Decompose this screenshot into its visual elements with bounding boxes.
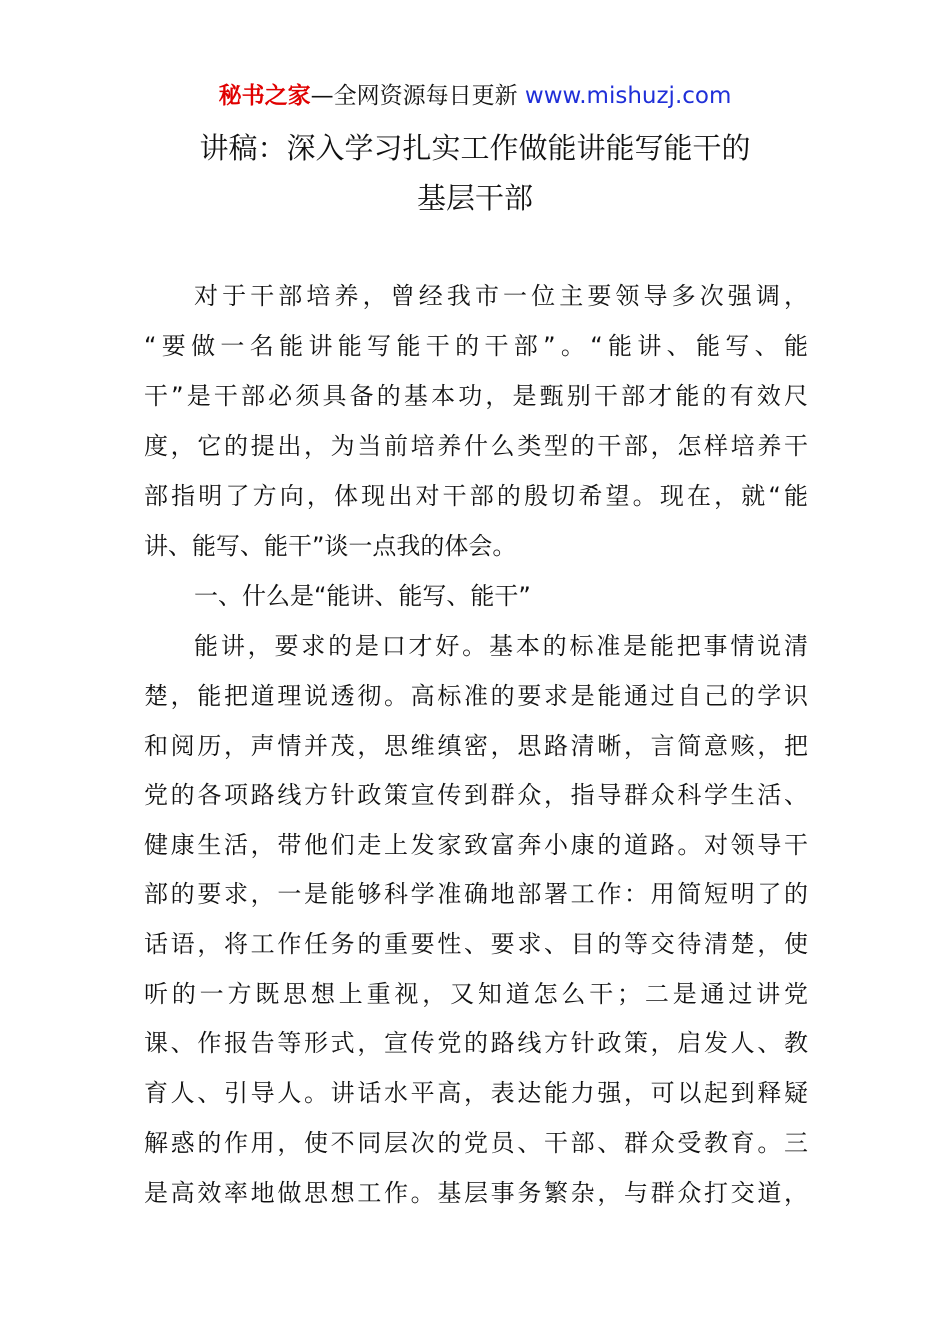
paragraph-line: 育人、引导人。讲话水平高，表达能力强，可以起到释疑 [144,1079,808,1107]
document-title-line-2: 基层干部 [416,181,533,215]
paragraph-line: 部指明了方向，体现出对干部的殷切希望。现在，就“能 [144,482,808,510]
paragraph-line: 解惑的作用，使不同层次的党员、干部、群众受教育。三 [144,1129,808,1157]
paragraph-line: 干”是干部必须具备的基本功，是甄别干部才能的有效尺 [144,382,808,410]
paragraph-line: 听的一方既思想上重视，又知道怎么干；二是通过讲党 [144,980,808,1008]
paragraph-line: 话语，将工作任务的重要性、要求、目的等交待清楚，使 [144,930,808,958]
paragraph-line: 是高效率地做思想工作。基层事务繁杂，与群众打交道， [144,1179,808,1207]
paragraph-line: 课、作报告等形式，宣传党的路线方针政策，启发人、教 [144,1029,808,1057]
paragraph-line: 度，它的提出，为当前培养什么类型的干部，怎样培养干 [144,432,808,460]
document-title-line-1: 讲稿：深入学习扎实工作做能讲能写能干的 [199,131,751,165]
paragraph-line: 和阅历，声情并茂，思维缜密，思路清晰，言简意赅，把 [144,732,808,760]
paragraph-line: 楚，能把道理说透彻。高标准的要求是能通过自己的学识 [144,682,808,710]
paragraph-line: 部的要求，一是能够科学准确地部署工作：用简短明了的 [144,880,808,908]
section-heading: 一、什么是“能讲、能写、能干” [194,582,531,610]
paragraph-line: “要做一名能讲能写能干的干部”。“能讲、能写、能 [144,332,808,360]
paragraph-line: 党的各项路线方针政策宣传到群众，指导群众科学生活、 [144,781,808,809]
paragraph-line: 对于干部培养，曾经我市一位主要领导多次强调， [194,282,808,310]
site-tagline: —全网资源每日更新 [310,83,525,109]
paragraph-line: 能讲，要求的是口才好。基本的标准是能把事情说清 [194,632,808,660]
paragraph-line: 讲、能写、能干”谈一点我的体会。 [144,532,517,560]
site-url-link[interactable]: www.mishuzj.com [524,83,732,109]
site-brand: 秘书之家 [218,83,311,109]
paragraph-line: 健康生活，带他们走上发家致富奔小康的道路。对领导干 [144,831,808,859]
site-header [0,80,950,112]
